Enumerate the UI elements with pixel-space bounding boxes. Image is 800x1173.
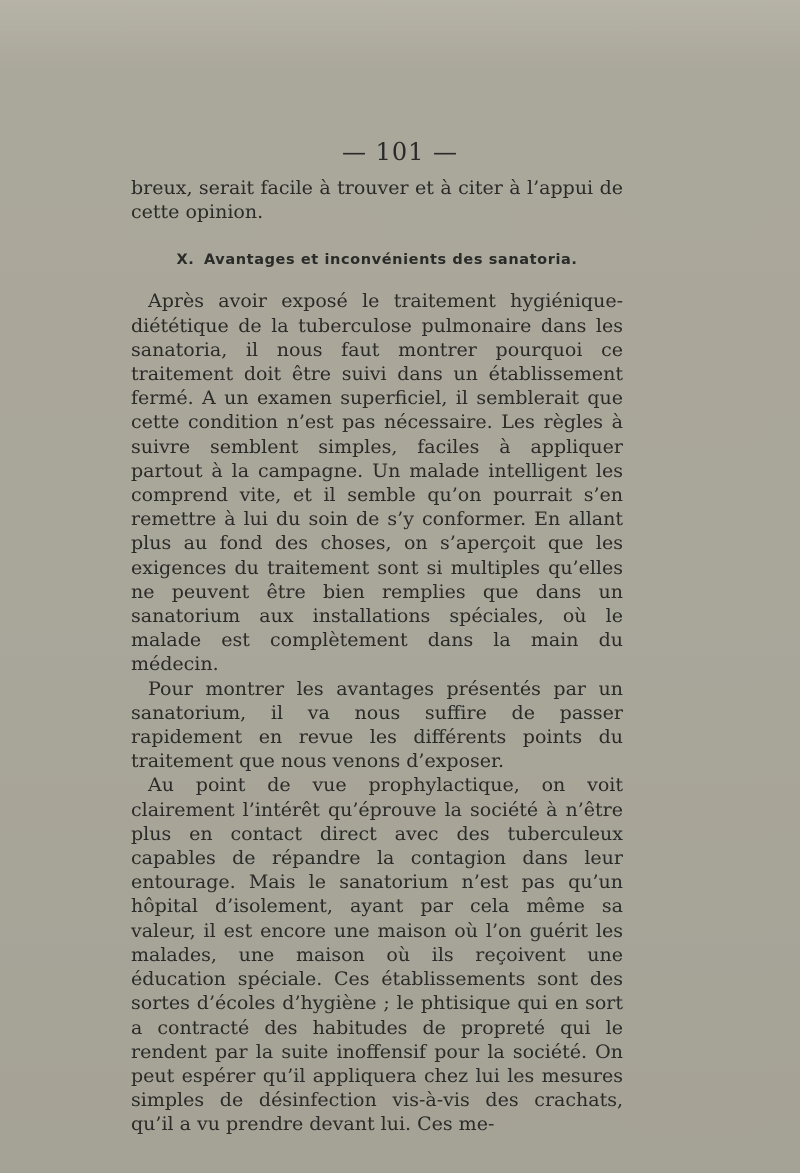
section-heading [131,248,623,272]
body-text [131,176,623,1137]
page-number: — 101 — [341,138,459,166]
paragraph: Au point de vue prophylactique, on voit clairement l’intérêt qu’éprouve la société à n’être plus en contact direct avec des tuberculeux capables de répandre la contagion dans leur entourage. Mais le sanatorium n’est pas qu’un hôpital d’isolement, ayant par cela même sa valeur, il est encore une maison où l’on guérit les malades, une maison où ils reçoivent une éducation spéciale. Ces établissements sont des sortes d’écoles d’hygiène ; le phtisique qui en sort a contracté des habitudes de propreté qui le rendent par la suite inoffensif pour la société. On peut espérer qu’il appliquera chez lui les mesures simples de désinfection vis-à-vis des crachats, qu’il a vu prendre devant lui. Ces me- [131,774,623,1136]
paragraph: Après avoir exposé le traitement hygiénique-diététique de la tuberculose pulmonaire dans les sanatoria, il nous faut montrer pourquoi ce traitement doit être suivi dans un établissement fermé. A un examen superficiel, il semblerait que cette condition n’est pas nécessaire. Les règles à suivre semblent simples, faciles à appliquer partout à la campagne. Un malade intelligent les comprend vite, et il semble qu’on pourrait s’en remettre à lui du soin de s’y conformer. En allant plus au fond des choses, on s’aperçoit que les exigences du traitement sont si multiples qu’elles ne peuvent être bien remplies que dans un sanatorium aux installations spéciales, où le malade est complètement dans la main du médecin. [131,290,623,676]
paragraph: Pour montrer les avantages présentés par un sanatorium, il va nous suffire de passer rapidement en revue les différents points du traitement que nous venons d’exposer. [131,677,623,773]
section-title: Avantages et inconvénients des sanatoria. [204,252,578,269]
section-number: X. [176,252,195,269]
continued-paragraph: breux, serait facile à trouver et à citer à l’appui de cette opinion. [131,177,623,224]
